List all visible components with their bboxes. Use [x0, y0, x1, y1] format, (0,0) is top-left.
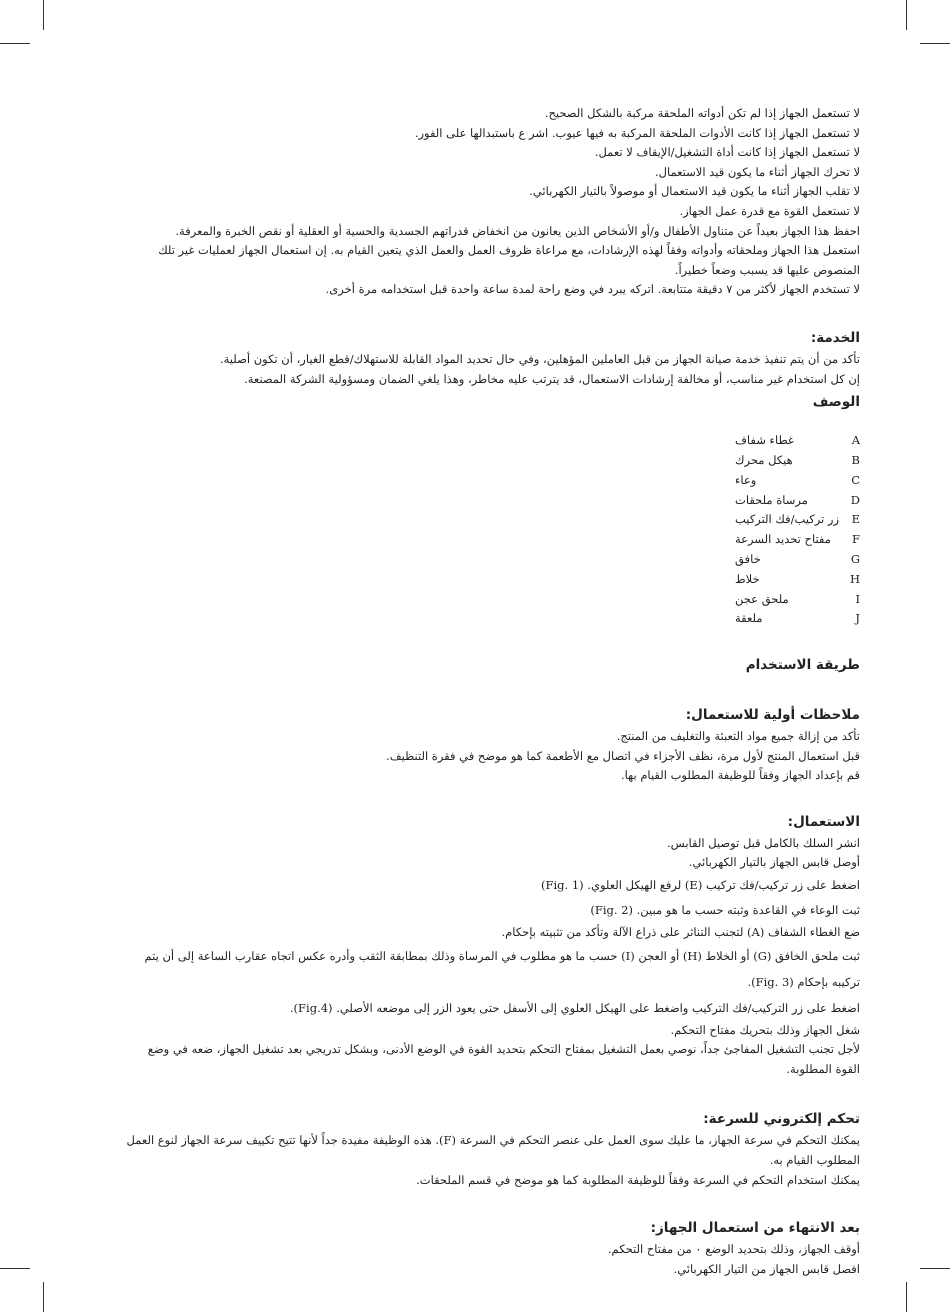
- part-row: [735, 431, 860, 451]
- part-letter: I: [855, 591, 860, 606]
- prelim-line: تأكد من إزالة جميع مواد التعبئة والتغليف من المنتج.: [616, 729, 860, 744]
- safety-line: لا تستعمل الجهاز إذا كانت أداة التشغيل/الإيقاف لا تعمل.: [594, 145, 860, 160]
- part-row: [735, 491, 860, 511]
- safety-line: لا تحرك الجهاز أثناء ما يكون قيد الاستعمال.: [654, 164, 860, 179]
- safety-line: احفظ هذا الجهاز بعيداً عن متناول الأطفال و/أو الأشخاص الذين يعانون من انخفاض قدراتهم الجسدية والحسية أو العقلية أو نقص الخبرة والمعرفة.: [175, 223, 860, 238]
- crop-mark: [906, 1282, 907, 1312]
- use-line: اضغط على زر التركيب/فك التركيب واضغط على الهيكل العلوي إلى الأسفل حتى يعود الزر إلى موضعه الأصلي. (Fig.4).: [289, 1000, 860, 1015]
- prelim-line: قبل استعمال المنتج لأول مرة، نظف الأجزاء في اتصال مع الأطعمة كما هو موضح في فقرة التنظيف.: [386, 748, 860, 763]
- use-line: أوصل قابس الجهاز بالتيار الكهربائي.: [688, 855, 860, 870]
- part-row: [735, 471, 860, 491]
- service-heading: الخدمة:: [810, 329, 860, 346]
- part-letter: G: [850, 551, 860, 566]
- use-line: شغل الجهاز وذلك بتحريك مفتاح التحكم.: [670, 1022, 860, 1037]
- part-name: مرساة ملحقات: [735, 492, 808, 507]
- part-name: وعاء: [735, 472, 757, 487]
- speed-line: يمكنك التحكم في سرعة الجهاز، ما عليك سوى العمل على عنصر التحكم في السرعة (F). هذه الوظيفة مفيدة جداً لأنها تتيح تكييف سرعة الجهاز لنوع العمل المطلوب القيام به.: [126, 1133, 860, 1168]
- use-line: ثبت الوعاء في القاعدة وثبته حسب ما هو مبين. (Fig. 2): [590, 903, 860, 918]
- prelim-section: [120, 703, 860, 786]
- crop-mark: [920, 1268, 950, 1269]
- part-name: زر تركيب/فك التركيب: [735, 512, 840, 527]
- prelim-heading: ملاحظات أولية للاستعمال:: [685, 707, 860, 724]
- service-section: [120, 326, 860, 389]
- service-line: تأكد من أن يتم تنفيذ خدمة صيانة الجهاز من قبل العاملين المؤهلين، وفي حال تحديد المواد القابلة للاستهلاك/قطع الغيار، أن تكون أصلية.: [219, 351, 860, 366]
- crop-mark: [920, 43, 950, 44]
- safety-line: لا تستعمل الجهاز إذا لم تكن أدواته الملحقة مركبة بالشكل الصحيح.: [544, 106, 860, 120]
- part-name: ملعقة: [735, 611, 763, 626]
- description-section: [120, 389, 860, 629]
- use-line: ثبت ملحق الخافق (G) أو الخلاط (H) أو العجن (I) حسب ما هو مطلوب في المرساة وذلك بمطابقة الثقب وأدره عكس اتجاه عقارب الساعة إلى أن يتم تركيبه بإحكام (Fig. 3).: [144, 948, 860, 989]
- part-letter: D: [850, 492, 860, 507]
- crop-mark: [0, 1268, 30, 1269]
- crop-mark: [906, 0, 907, 30]
- crop-mark: [43, 1282, 44, 1312]
- part-row: [735, 530, 860, 550]
- part-name: خلاط: [735, 571, 760, 586]
- part-name: خافق: [735, 551, 761, 566]
- speed-heading: تحكم إلكتروني للسرعة:: [703, 1111, 860, 1128]
- use-line: انشر السلك بالكامل قبل توصيل القابس.: [667, 835, 860, 850]
- after-use-section: [120, 1216, 860, 1279]
- crop-mark: [43, 0, 44, 30]
- crop-mark: [0, 43, 30, 44]
- part-row: [735, 609, 860, 629]
- part-name: هيكل محرك: [735, 452, 793, 467]
- part-letter: C: [851, 472, 860, 487]
- speed-section: [120, 1107, 860, 1190]
- part-letter: J: [855, 611, 860, 626]
- after-use-heading: بعد الانتهاء من استعمال الجهاز:: [650, 1220, 860, 1237]
- safety-line: لا تستعمل القوة مع قدرة عمل الجهاز.: [679, 203, 860, 218]
- usage-heading: طريقة الاستخدام: [745, 657, 860, 674]
- use-heading: الاستعمال:: [787, 813, 860, 830]
- part-letter: E: [851, 512, 860, 527]
- use-section: [120, 810, 860, 1080]
- service-line: إن كل استخدام غير مناسب، أو مخالفة إرشادات الاستعمال، قد يترتب عليه مخاطر، وهذا يلغي الضمان ومسؤولية الشركة المصنعة.: [244, 371, 860, 386]
- part-row: [735, 510, 860, 530]
- part-row: [735, 451, 860, 471]
- part-letter: A: [851, 433, 860, 448]
- part-name: مفتاح تحديد السرعة: [735, 532, 831, 547]
- speed-line: يمكنك استخدام التحكم في السرعة وفقاً للوظيفة المطلوبة كما هو موضح في قسم الملحقات.: [416, 1172, 860, 1187]
- prelim-line: قم بإعداد الجهاز وفقاً للوظيفة المطلوب القيام بها.: [621, 768, 860, 783]
- part-name: ملحق عجن: [735, 591, 789, 606]
- description-heading: الوصف: [812, 394, 860, 411]
- part-row: [735, 590, 860, 610]
- safety-line: لا تقلب الجهاز أثناء ما يكون قيد الاستعمال أو موصولاً بالتيار الكهربائي.: [529, 184, 860, 199]
- part-letter: H: [849, 571, 860, 586]
- use-line: لأجل تجنب التشغيل المفاجئ جداً، نوصي بعمل التشغيل بمفتاح التحكم بتحديد القوة في الوضع الأدنى، وبشكل تدريجي بعد تشغيل الجهاز، ضعه في وضع القوة المطلوبة.: [147, 1042, 860, 1076]
- safety-line: لا تستعمل الجهاز إذا كانت الأدوات الملحقة المركبة به فيها عيوب. اشر ع باستبدالها على الفور.: [414, 125, 860, 140]
- part-letter: B: [851, 452, 860, 467]
- use-line: اضغط على زر تركيب/فك تركيب (E) لرفع الهيكل العلوي. (Fig. 1): [541, 878, 860, 893]
- after-use-line: أوقف الجهاز، وذلك بتحديد الوضع ٠ من مفتاح التحكم.: [607, 1242, 860, 1257]
- part-row: [735, 550, 860, 570]
- part-letter: F: [852, 532, 860, 547]
- use-line: ضع الغطاء الشفاف (A) لتجنب التناثر على ذراع الآلة وتأكد من تثبيته بإحكام.: [501, 925, 860, 940]
- part-name: غطاء شفاف: [735, 433, 794, 448]
- document-body: [120, 104, 860, 1279]
- part-row: [735, 570, 860, 590]
- after-use-line: افصل قابس الجهاز من التيار الكهربائي.: [673, 1261, 860, 1276]
- parts-list: [735, 431, 860, 629]
- safety-line: لا تستخدم الجهاز لأكثر من ٧ دقيقة متتابعة. اتركه يبرد في وضع راحة لمدة ساعة واحدة قبل استخدامه مرة أخرى.: [325, 282, 860, 297]
- safety-line: استعمل هذا الجهاز وملحقاته وأدواته وفقاً لهذه الإرشادات، مع مراعاة ظروف العمل والعمل الذي يتعين القيام به. إن استعمال الجهاز لعمليات غير تلك المنصوص عليها قد يسبب وضعاً خطيراً.: [158, 243, 860, 277]
- safety-section: [120, 104, 860, 300]
